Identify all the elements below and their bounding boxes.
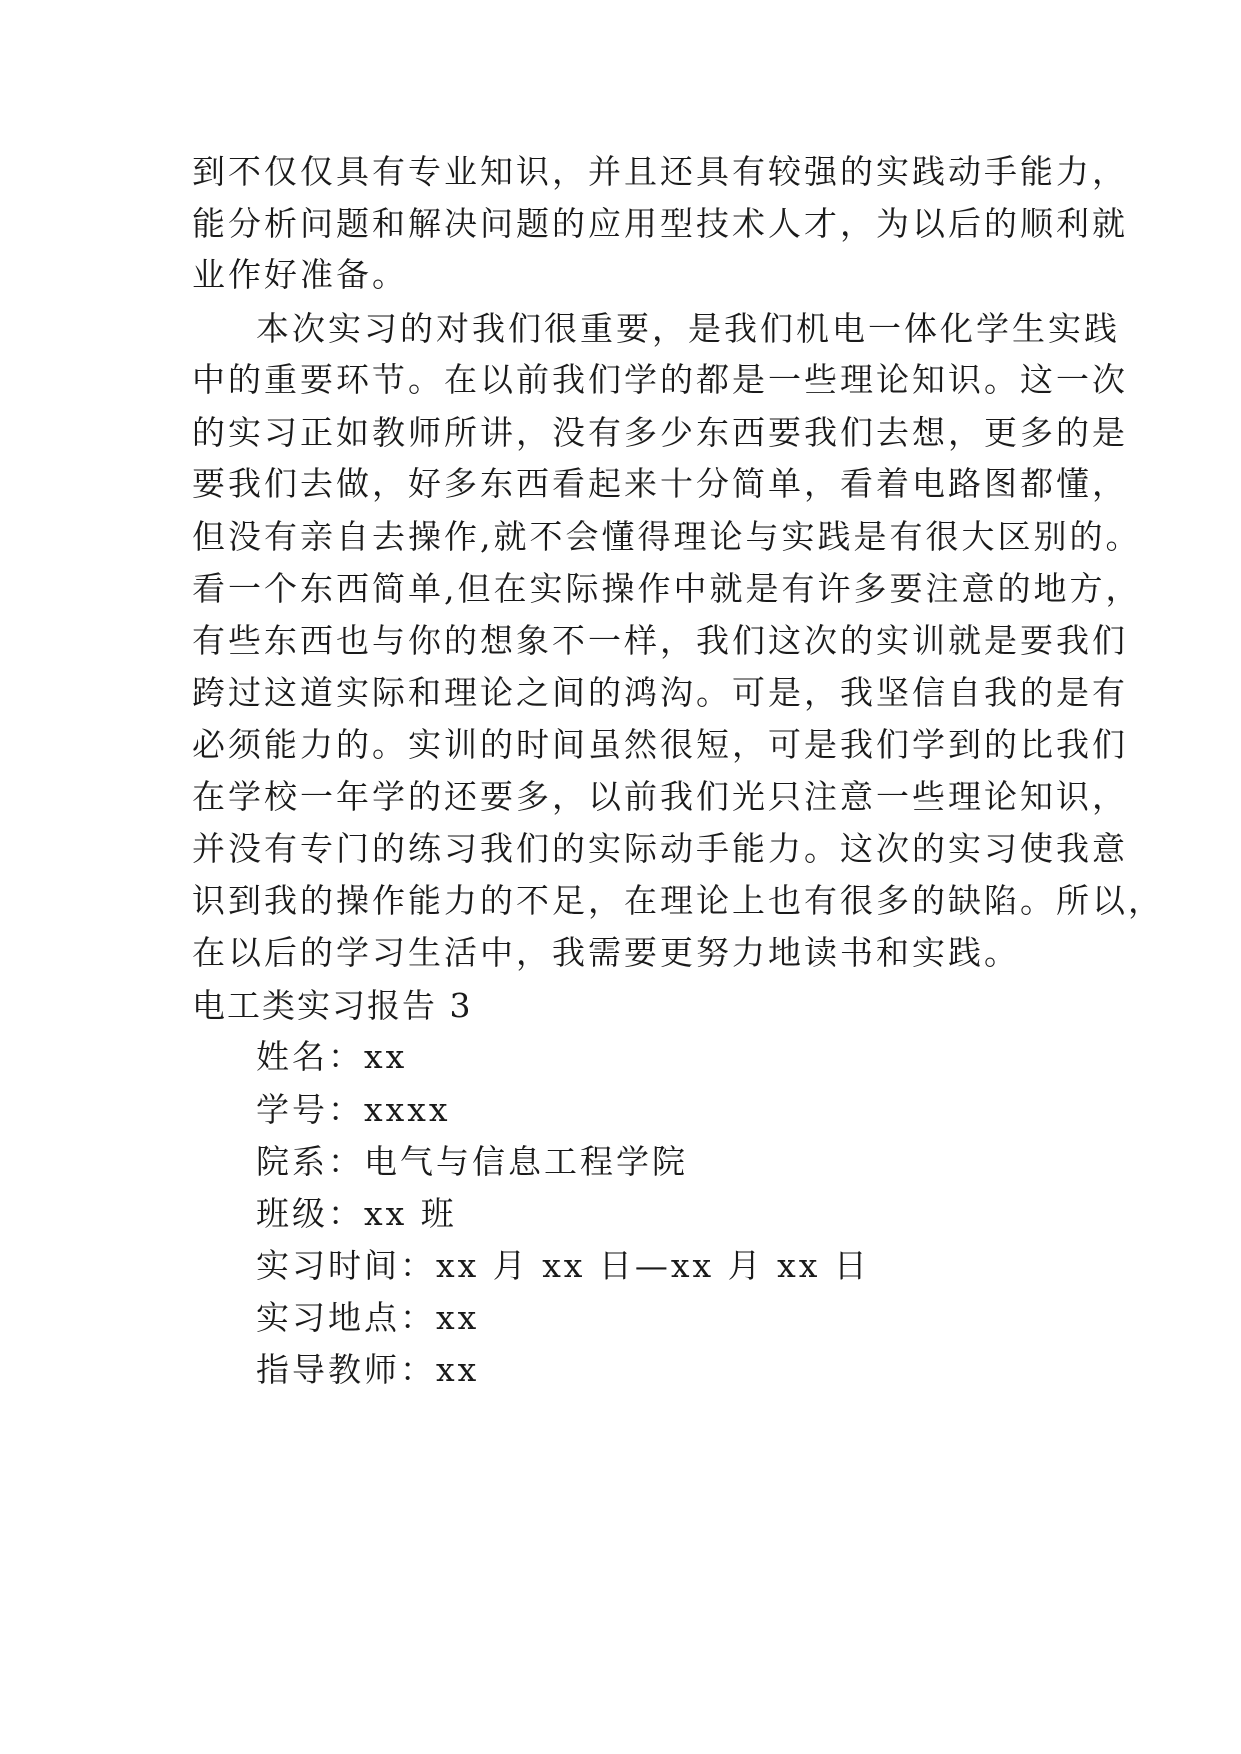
paragraph-2-line-12: 识到我的操作能力的不足，在理论上也有很多的缺陷。所以， — [192, 881, 1164, 920]
paragraph-2-line-6: 看一个东西简单,但在实际操作中就是有许多要注意的地方， — [192, 569, 1142, 608]
info-name: 姓名：xx — [256, 1037, 408, 1076]
paragraph-1-line-1: 到不仅仅具有专业知识，并且还具有较强的实践动手能力， — [192, 152, 1128, 191]
info-instructor: 指导教师：xx — [256, 1350, 480, 1389]
paragraph-1-line-3: 业作好准备。 — [192, 255, 408, 294]
paragraph-2-line-11: 并没有专门的练习我们的实际动手能力。这次的实习使我意 — [192, 829, 1128, 868]
paragraph-2-line-3: 的实习正如教师所讲，没有多少东西要我们去想，更多的是 — [192, 413, 1128, 452]
paragraph-2-line-8: 跨过这道实际和理论之间的鸿沟。可是，我坚信自我的是有 — [192, 673, 1128, 712]
paragraph-1-line-2: 能分析问题和解决问题的应用型技术人才，为以后的顺利就 — [192, 204, 1128, 243]
paragraph-2-line-10: 在学校一年学的还要多，以前我们光只注意一些理论知识， — [192, 777, 1128, 816]
report-title: 电工类实习报告 3 — [192, 986, 473, 1025]
paragraph-2-line-2: 中的重要环节。在以前我们学的都是一些理论知识。这一次 — [192, 360, 1128, 399]
info-department: 院系：电气与信息工程学院 — [256, 1142, 688, 1181]
paragraph-2-line-1: 本次实习的对我们很重要，是我们机电一体化学生实践 — [256, 309, 1120, 348]
paragraph-2-line-9: 必须能力的。实训的时间虽然很短，可是我们学到的比我们 — [192, 725, 1128, 764]
paragraph-2-line-5: 但没有亲自去操作,就不会懂得理论与实践是有很大区别的。 — [192, 517, 1142, 556]
info-student-id: 学号：xxxx — [256, 1090, 451, 1129]
paragraph-2-line-4: 要我们去做，好多东西看起来十分简单，看着电路图都懂， — [192, 464, 1128, 503]
info-internship-place: 实习地点：xx — [256, 1298, 480, 1337]
paragraph-2-line-13: 在以后的学习生活中，我需要更努力地读书和实践。 — [192, 933, 1020, 972]
info-internship-time: 实习时间：xx 月 xx 日—xx 月 xx 日 — [256, 1246, 870, 1285]
info-class: 班级：xx 班 — [256, 1194, 457, 1233]
paragraph-2-line-7: 有些东西也与你的想象不一样，我们这次的实训就是要我们 — [192, 621, 1128, 660]
